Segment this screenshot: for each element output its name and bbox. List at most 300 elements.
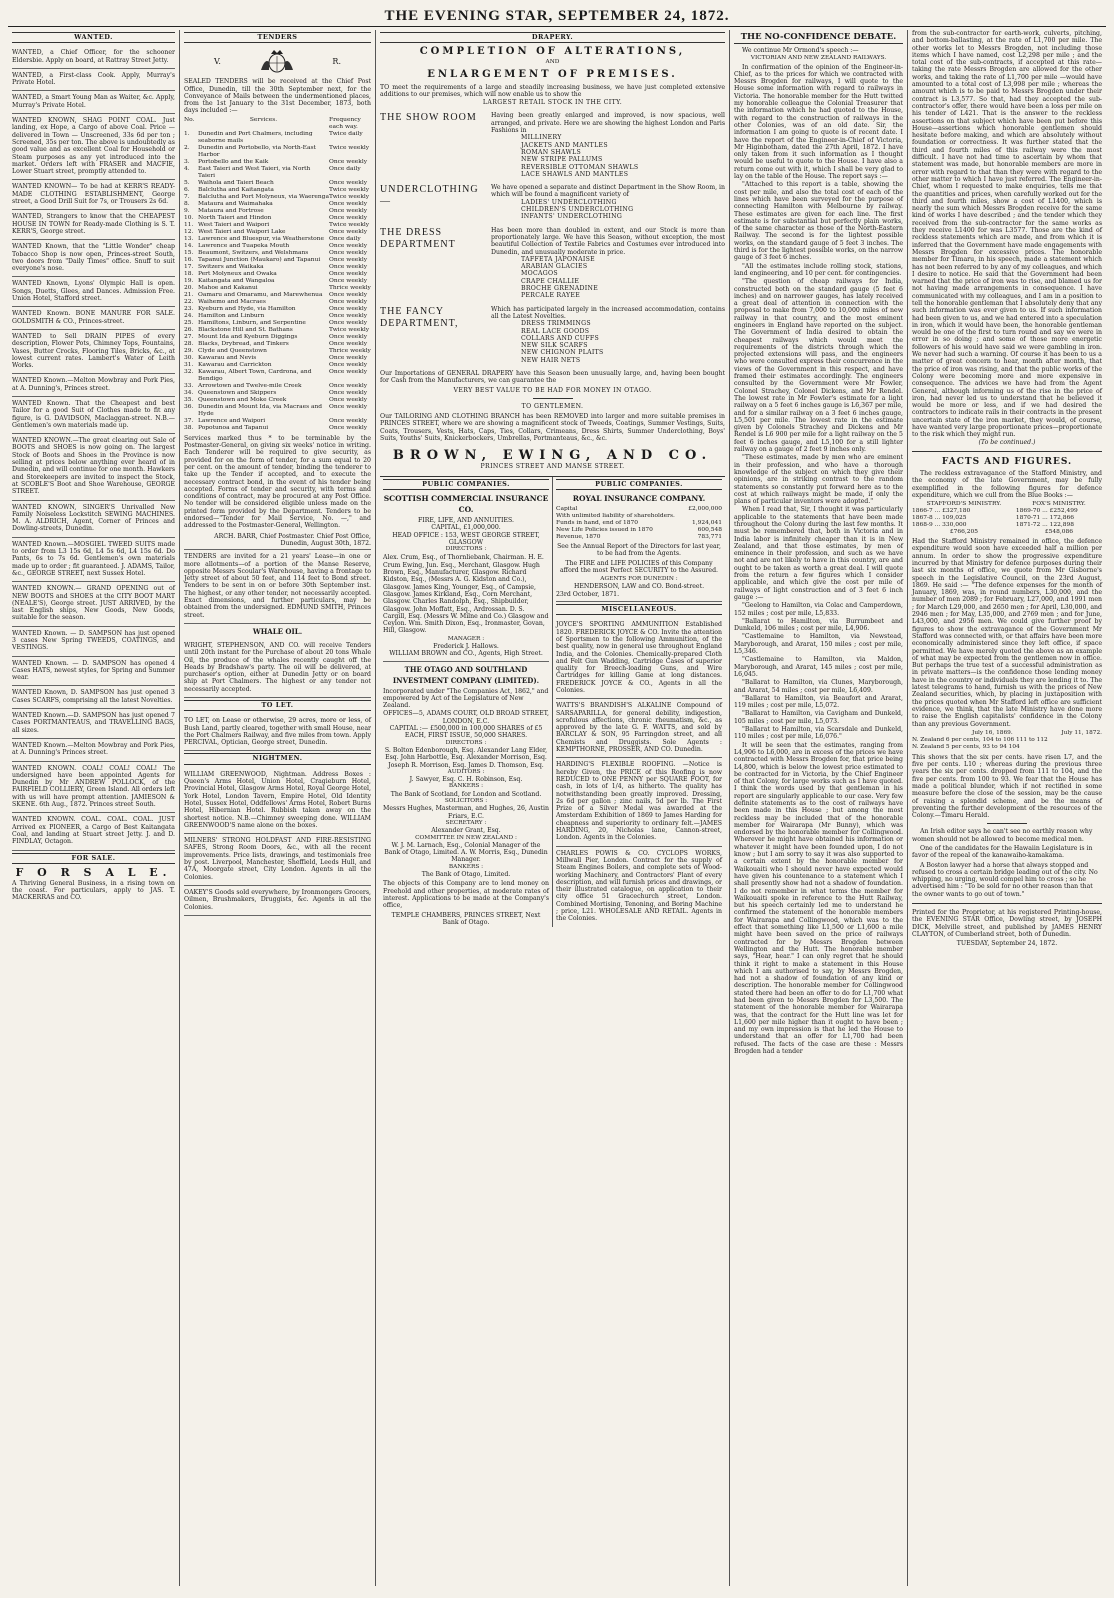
mail-route-row	[184, 229, 371, 236]
department-item: MILLINERY	[521, 134, 562, 142]
mail-route-row	[184, 278, 371, 285]
otago-committee: W. J. M. Larnach, Esq., Colonial Manager of the Bank of Otago, Limited. A. W. Morris, Esq., Dunedin Manager.	[384, 841, 548, 864]
securities-list	[912, 737, 1102, 752]
ad-text: WANTED KNOWN, SHAG POINT COAL. Just landing, ex Hope, a Cargo of above Coal. Price — delivered in Town — Unscreened, 33s 6d per ton ; Screened, 35s per ton. The above is undoubtedly as good value and as excellent Coal for Household or Steam purposes as any yet introduced into the market. Orders left with FRASER and MACFIE, Lower Stuart street, promptly attended to.	[12, 117, 175, 176]
route-frequency: Once daily	[329, 235, 361, 242]
wanted-ads-list	[12, 46, 175, 850]
route-frequency: Twice weekly	[329, 221, 370, 228]
route-frequency: Once weekly	[329, 319, 368, 326]
section-wanted-heading: WANTED.	[12, 32, 175, 43]
department-text: We have opened a separate and distinct Department in the Show Room, in which will be found a magnificent variety of	[491, 184, 725, 199]
route-service: Blacks, Drybread, and Tinkers	[198, 340, 289, 347]
mail-route-row	[184, 201, 371, 208]
stafford-year-value: 1868-9 ... 330,000	[912, 522, 967, 529]
department-item: NEW SILK SCARFS	[521, 342, 588, 350]
route-service: Balclutha and Kaitangata	[198, 186, 274, 193]
drapery-intro: TO meet the requirements of a large and steadily increasing business, we have just completed extensive additions to our premises, which will now enable us to show the	[380, 83, 725, 98]
department-item: COLLARS AND CUFFS	[521, 334, 600, 342]
royal-figure-label: Funds in hand, end of 1870	[556, 519, 639, 526]
royal-figure-value	[685, 513, 722, 520]
royal-figure-row	[556, 520, 722, 527]
route-service: Arrowtown and Twelve-mile Creek	[198, 382, 302, 389]
whale-oil-heading: WHALE OIL.	[252, 626, 303, 636]
otago-committee-head: COMMITTEE IN NEW ZEALAND :	[415, 834, 517, 841]
route-number: 34.	[184, 389, 194, 396]
boston-lawyer-note: A Boston lawyer had a horse that always stopped and refused to cross a certain bridge leading out of the city. No whipping, no urging, would compel him to cross ; so he advertised him : "To be sold for no other reason than that the owner wants to go out of town."	[912, 861, 1098, 898]
otago-secretary: Alexander Grant, Esq.	[431, 827, 501, 835]
ad-text: WANTED KNOWN, SINGER'S Unrivalled New Family Noiseless Lockstitch SEWING MACHINES. M. A. ALDRICH, Agent, Corner of Princes and Dowling-streets, Dunedin.	[12, 503, 175, 533]
royal-figure-value: 1,924,041	[692, 519, 722, 526]
companies-right	[553, 477, 725, 927]
scottish-directors-head: DIRECTORS :	[445, 546, 487, 553]
mail-route-row	[184, 292, 371, 299]
facts-title: FACTS AND FIGURES.	[941, 456, 1073, 467]
mail-route-row	[184, 425, 371, 432]
drapery-departments	[380, 112, 725, 364]
mail-route-row	[184, 180, 371, 187]
column-wanted	[8, 30, 180, 1586]
wanted-ad	[12, 210, 175, 240]
route-number: 20.	[184, 284, 194, 291]
route-number: 4.	[184, 165, 190, 172]
ad-text: WANTED KNOWN. COAL! COAL! COAL! The undersigned have been appointed Agents for Dunedin by Mr ANDREW POLLOCK, of the FAIRFIELD COLLIERY, Green Island. All orders left with us will have prompt attention. JAMIESON & SKENE. 6th Aug., 1872. Princes street South.	[12, 764, 175, 809]
debate-paragraph: "Ballarat to Hamilton, via Beaufort and Ararat, 119 miles ; cost per mile, L5,072.	[734, 694, 903, 710]
route-number: 31.	[184, 361, 194, 368]
wanted-ad	[12, 277, 175, 307]
route-frequency: Once weekly	[329, 368, 368, 375]
route-number: 6.	[184, 186, 190, 193]
scottish-directors: Alex. Crum, Esq., of Thornliebank, Chairman. H. E. Crum Ewing, Jun. Esq., Merchant, Glasgow. Hugh Brown, Esq., Manufacturer, Glasgow. Richard Kidston, Esq., (Messrs A. G. Kidston and Co.), Glasgow. James King, Younger, Esq., of Campsie, Glasgow. James Kirkland, Esq., Corn Merchant, Glasgow. Charles Randolph, Esq., Shipbuilder, Glasgow. John Moffatt, Esq., Ardrossan. D. S. Cargill, Esq. (Messrs W. Milne and Co.) Glasgow and Ceylon. Wm. Smith Dixon, Esq., Ironmaster, Govan, Hill, Glasgow.	[383, 554, 549, 635]
mail-route-row	[184, 418, 371, 425]
stafford-year-value: 1867-8 ... 109,025	[912, 515, 967, 522]
department-item: NEW HAIR NETS	[521, 356, 581, 364]
mail-route-row	[184, 383, 371, 390]
forsale-title: F O R S A L E.	[15, 865, 172, 879]
ad-text: JOYCE'S SPORTING AMMUNITION Established 1820. FREDERICK JOYCE & CO. Invite the attention of Sportsmen to the following Ammunition, of the best quality, now in general use throughout England India, and the Colonies. Chemically-prepared Cloth and Felt Gun Wadding, Cartridge Cases of superior quality for Breech-loading Guns, and Wire Cartridges for killing Game at long distances. FREDERICK JOYCE & CO., Agents in all the Colonies.	[556, 621, 722, 694]
route-number: 10.	[184, 214, 194, 221]
ad-text: TO LET, on Lease or otherwise, 29 acres, more or less, of Bush Land, partly cleared, together with small House, near the Port Chalmers Railway, and five miles from town. Apply PERCIVAL, Optician, George street, Dunedin.	[184, 717, 371, 747]
otago-secretary-head: SECRETARY :	[445, 819, 487, 826]
route-number: 15.	[184, 249, 194, 256]
route-number: 14.	[184, 242, 194, 249]
route-frequency: Once weekly	[329, 389, 368, 396]
section-tolet-heading: TO LET.	[184, 700, 371, 711]
route-frequency: Once weekly	[329, 256, 368, 263]
ad-text: TENDERS are invited for a 21 years' Lease—in one or more allotments—of a portion of the Manse Reserve, opposite Messrs Scoular's Warehouse, having a frontage to Jetty street of about 50 feet, and 114 feet to Bond street. Tenders to be sent in on or before 30th September inst. The highest, or any other tender, not necessarily accepted. Exact dimensions, and further particulars, may be obtained from the undersigned. EDMUND SMITH, Princes street.	[184, 553, 371, 619]
route-frequency: Once weekly	[329, 200, 368, 207]
route-number: 32.	[184, 368, 194, 375]
ad-text: WANTED Known, D. SAMPSON has just opened 3 Cases SCARFS, comprising all the latest Novelties.	[12, 689, 175, 704]
route-number: 28.	[184, 340, 194, 347]
facts-intro: The reckless extravagance of the Stafford Ministry, and the economy of the late Government, may be fully exemplified in the following figures for defence expenditure, which we cull from the Blue Books :—	[912, 469, 1102, 499]
route-service: Switzers and Waikaka	[198, 263, 264, 270]
route-number: 12.	[184, 228, 194, 235]
route-frequency: Twice weekly	[329, 144, 370, 151]
security-price-line: N. Zealand 5 per cents, 93 to 94 104	[912, 744, 1020, 751]
wanted-ad	[12, 434, 175, 500]
wanted-ad	[12, 46, 175, 69]
ad-manse-lease	[184, 549, 371, 624]
route-service: Lawrence and Bluespur, via Weatherstone	[198, 235, 325, 242]
route-number: 26.	[184, 326, 194, 333]
otago-auditors: J. Sawyer, Esq. C. H. Robinson, Esq.	[409, 776, 523, 784]
col-head-frequency: Frequency each way.	[329, 116, 361, 130]
wanted-ad	[12, 709, 175, 739]
debate-paragraph: "These estimates, made by men who are eminent in their profession, and who have a thorough knowledge of the subject on which they give their opinions, are in striking contrast to the random statements so constantly put forward here as to the cost at which railways might be made, if only the plans of particular inventors were adopted."	[734, 454, 903, 506]
mail-route-row	[184, 397, 371, 404]
wanted-ad	[12, 91, 175, 114]
mail-route-row	[184, 166, 371, 180]
mail-route-row	[184, 327, 371, 334]
imprint-date: TUESDAY, September 24, 1872.	[956, 940, 1058, 948]
ad-text: WANTED, a Chief Officer, for the schooner Eldersbie. Apply on board, at Rattray Street Jetty.	[12, 49, 175, 64]
mail-route-row	[184, 208, 371, 215]
otago-directors-head: DIRECTORS :	[445, 739, 487, 746]
scottish-office: HEAD OFFICE : 153, WEST GEORGE STREET, GLASGOW	[392, 531, 540, 546]
stafford-head: STAFFORD'S MINISTRY.	[926, 501, 1002, 508]
defence-expenditure-row	[912, 522, 1102, 529]
route-number: 36.	[184, 403, 194, 410]
masthead: THE EVENING STAR, SEPTEMBER 24, 1872.	[8, 6, 1106, 27]
defence-expenditure-row	[912, 515, 1102, 522]
department-item: LADIES' UNDERCLOTHING	[521, 198, 617, 206]
route-service: Waihola and Taieri Beach	[198, 179, 274, 186]
department-item: REVERSIBLE OTTOMAN SHAWLS	[521, 163, 639, 171]
otago-nzbankers: The Bank of Otago, Limited.	[421, 871, 511, 879]
route-frequency: Once weekly	[329, 382, 368, 389]
route-service: Oamaru and Omaramu, and Marewhenua	[198, 291, 323, 298]
route-service: North Taieri and Hindon	[198, 214, 272, 221]
firm-name: BROWN, EWING, AND CO.	[392, 448, 713, 464]
mail-route-row	[184, 320, 371, 327]
department-item: ROMAN SHAWLS	[521, 148, 582, 156]
section-tenders-heading: TENDERS	[184, 32, 371, 43]
otago-solicitors: Messrs Hughes, Masterman, and Hughes, 26, Austin Friars, E.C.	[383, 805, 549, 820]
ad-text: MILNERS' STRONG HOLDFAST AND FIRE-RESISTING SAFES, Strong Room Doors, &c., with all the recent improvements. Price lists, drawings, and testimonials free by post. Liverpool, Manchester, Sheffield, Leeds Hull, and 47A, Moorgate street, City London. Agents in all the Colonies.	[184, 837, 371, 881]
route-number: 13.	[184, 235, 194, 242]
otago-directors: S. Bolton Edenborough, Esq. Alexander Lang Elder, Esq. John Harbottle, Esq. Alexander Morrison, Esq. Joseph R. Morrison, Esq. James D. Thomson, Esq.	[384, 746, 548, 769]
ad-charles-powis	[556, 847, 722, 927]
ad-milners-safes	[184, 834, 371, 886]
route-service: Mataura and Waimahaka	[198, 200, 273, 207]
wanted-ad	[12, 330, 175, 374]
tender-terms: Services marked thus * to be terminable by the Postmaster-General, on giving six weeks' notice in writing. Each Tenderer will be required to give security, as provided for on the form of tender, for a sum equal to 20 per cent. on the amount of tender, binding the tenderer to take up the Tender if accepted, and to execute the necessary contract bond, in the event of his tender being accepted. Forms of tender and security, with terms and conditions of contract, may be procured at any Post Office. No tender will be considered eligible unless made on the printed form provided by the Department. Tenders to be endorsed—"Tender for Mail Service, No. —," and addressed to the Postmaster-General, Wellington.	[184, 434, 371, 530]
ad-text: WATTS'S BRANDISH'S ALKALINE Compound of SARSAPARILLA, for general debility, indigestion, scrofulous affections, chronic rheumatism, &c., as approved by the late G. F. WATTS, and sold by BARCLAY & SON, 95 Farringdon street, and all Chemists and Druggists. Sole Agents : KEMPTHORNE, PROSSER, AND CO. Dunedin.	[556, 702, 722, 754]
royal-report: See the Annual Report of the Directors for last year, to be had from the Agents.	[557, 542, 721, 558]
route-service: Dunedin and Portobello, via North-East Harbor	[198, 144, 316, 158]
defence-expenditure-row	[912, 508, 1102, 515]
debate-paragraph: "Ballarat to Hamilton, via Cavigham and Dunkeld, 105 miles ; cost per mile, L5,073.	[734, 710, 903, 725]
department-item: NEW CHIGNON PLAITS	[521, 349, 604, 357]
route-frequency: Once weekly	[329, 291, 368, 298]
section-public-companies-right: PUBLIC COMPANIES.	[556, 479, 722, 490]
mail-route-row	[184, 222, 371, 229]
mail-route-row	[184, 285, 371, 292]
route-frequency: Once weekly	[329, 228, 368, 235]
route-frequency: Twice daily	[329, 130, 363, 137]
route-service: Popotunoa and Tapanui	[198, 424, 269, 431]
route-number: 33.	[184, 382, 194, 389]
route-frequency: Once weekly	[329, 424, 368, 431]
route-service: Tapanui Junction (Maukaro) and Tapanui	[198, 256, 321, 263]
mail-route-row	[184, 194, 371, 201]
otago-nzbankers-head: BANKERS :	[448, 863, 484, 870]
route-number: 30.	[184, 354, 194, 361]
security-price-line: N. Zealand 6 per cents, 104 to 106 111 to 112	[912, 737, 1048, 744]
section-miscellaneous-heading: MISCELLANEOUS.	[556, 604, 722, 615]
route-number: 2.	[184, 144, 190, 151]
mail-routes-table	[184, 117, 371, 432]
department-title: THE SHOW ROOM	[380, 112, 477, 124]
royal-figure-row	[556, 534, 722, 541]
securities-date-1872: July 11, 1872.	[1061, 729, 1102, 736]
route-service: Hamilton and Linburn	[198, 312, 265, 319]
facts-text: Had the Stafford Ministry remained in office, the defence expenditure would soon have exceeded half a million per annum. In order to show the progressive expenditure incurred by that Ministry for defence purposes during their last six months of office, we quote from Mr Gisborne's speech in the Legislative Council, on the 23rd August, 1869. He said :— "The defence expenses for the month of January, 1869, was, in round numbers, L30,000, and the number of men 2089 ; for February, L27,000, and 1991 men ; for March L29,000, and 2650 men ; for April, L30,000, and 2946 men ; for May, L35,000, and 2769 men ; and for June, L43,000, and 2956 men. We could give further proof by figures to show the extravagance of the Government Mr Stafford was connected with, or that affairs have been more economically administered since they left office, if space permitted. We have merely quoted the above as an example of what may be expected from the gentlemen now in office. But perhaps the true test of a successful administration as in private matters—is the confidence those lending money have in the country or individuals they are lending it to. The latest telegrams to hand, furnish us with the prices of New Zealand securities, which, by placing in juxtaposition with the prices quoted when Mr Stafford left office are sufficient evidence, we think, that the late Ministry have done more to raise the English capitalists' confidence in the Colony than any previous Government.	[912, 538, 1102, 728]
route-service: Queenstown and Moke Creek	[198, 396, 287, 403]
mail-route-row	[184, 215, 371, 222]
route-frequency: Once weekly	[329, 361, 368, 368]
route-number: 23.	[184, 305, 194, 312]
route-service: Beaumont, Switzers, and Welshmans	[198, 249, 309, 256]
forsale-text: A Thriving General Business, in a rising town on the coast. For particulars, apply to JAS. T. MACKERRAS and CO.	[12, 879, 175, 902]
debate-paragraph: "Ballarat to Hamilton, via Burrumbeet and Dunkeld, 106 miles ; cost per mile, L4,906.	[734, 617, 903, 633]
mail-route-row	[184, 145, 371, 159]
mail-route-row	[184, 264, 371, 271]
route-number: 7.	[184, 193, 190, 200]
companies-left	[380, 477, 553, 927]
route-service: Dunedin and Mount Ida, via Macraes and Hyde	[198, 403, 323, 417]
mail-routes-header	[184, 117, 371, 131]
royal-title: ROYAL INSURANCE COMPANY.	[572, 493, 706, 503]
route-frequency: Once weekly	[329, 403, 368, 410]
divider	[912, 903, 1102, 904]
department-item: REAL LACE GOODS	[521, 327, 590, 335]
mail-route-row	[184, 306, 371, 313]
ad-to-let	[184, 714, 371, 751]
scottish-agents: WILLIAM BROWN and CO., Agents, High Street.	[383, 650, 549, 661]
gentlemen-text: Our TAILORING AND CLOTHING BRANCH has been REMOVED into larger and more suitable premises in PRINCES STREET, where we are showing a magnificent stock of Tweeds, Coatings, Summer Vestings, Suits, Coats, Trousers, Vests, Hats, Caps, Ties, Collars, Crimeans, Dress Shirts, Summer Underclothing, Boys' Suits, Youths' Suits, Knickerbockers, Umbrellas, Portmanteaus, &c., &c.	[380, 413, 725, 443]
royal-figure-value: 783,771	[697, 533, 722, 540]
route-service: Kyeburn and Hyde, via Hamilton	[198, 305, 296, 312]
department-item: MOCAGOS	[521, 270, 558, 278]
department-item: ARABIAN GLACIES	[521, 263, 588, 271]
mail-route-row	[184, 159, 371, 166]
route-service: Blackstone Hill and St. Bathans	[198, 326, 293, 333]
column-tenders	[180, 30, 376, 1586]
debate-paragraph: "The question of cheap railways for India, constructed both on the standard gauge (5 feet 6 inches) and on narrower gauges, has lately received a great deal of attention in connection with the proposal to make from 7,000 to 10,000 miles of new railway in that country, and the most eminent engineers in England have reported on the subject. The Government of India desired to obtain the cheapest railways which would meet the requirements of the districts through which the projected extensions will pass, and the engineers who were consulted express their concurrence in the views of the Government in this respect, and have framed their estimates accordingly. The engineers consulted by the Government were Mr Fowler, Colonel Strachey, Colonel Dickens, and Mr Rendel. The lowest rate in Mr Fowler's estimate for a light railway on a 5 feet 6 inches gauge is L6,367 per mile, and for a similar railway on a 3 feet 6 inches gauge, L5,501 per mile. The lowest rate in the estimate given by Colonels Strachey and Dickens and Mr Rendel is L6 900 per mile for a light railway on the 5 feet 6 inches gauge, and L5,100 for a still lighter railway on a gauge of 2 feet 9 inches only.	[734, 278, 903, 454]
department-text: Has been more than doubled in extent, and our Stock is more than proportionately large. We have this Season, without exception, the most beautiful Collection of Textile Fabrics and Costumes ever introduced into Dunedin, and unusually moderate in price.	[491, 226, 725, 256]
route-frequency: Once weekly	[329, 179, 368, 186]
stafford-year-value: 1866-7 ... £327,180	[912, 508, 971, 515]
gentlemen-heading: TO GENTLEMEN.	[521, 402, 584, 410]
securities-text: This shows that the six per cents. have risen L7, and the five per cents. L10 ; whereas during the previous three years the six per cents. dropped from 111 to 104, and the five per cents. from 100 to 93. We fear that the House has made a political blunder, which if not rectified in some measure before the close of the session, may be the cause of raising a splendid scheme, and be the means of preventing the further development of the resources of the Colony.—Timaru Herald.	[912, 753, 1102, 820]
department-item: TAFFETA JAPONAISE	[521, 255, 595, 263]
royal-agents: HENDERSON, LAW and CO. Bond-street.	[573, 583, 705, 591]
ad-nightman	[184, 768, 371, 834]
mail-route-row	[184, 369, 371, 383]
debate-paragraph: It will be seen that the estimates, ranging from L4,906 to L6,000, are in excess of the prices we have contracted with Messrs Brogden for, that price being L4,800, which is below the lowest price estimated to be contracted for in Victoria, by the Chief Engineer of that Colony, for large works such as I have quoted. I think the words used by that gentleman in his report are singularly applicable to our case. Very few definite statements as to the cost of railways have been made in this House ; but among the most reckless may be included that of the honorable member for Wairarapa (Mr Bunny), which was endorsed by the honorable member for Collingwood. Wherever he might have obtained his information or whatever it might have been founded upon, I do not know ; but I am sorry to say it was also supported to a certain extent by the honorable member for Waikouaiti who I should never have expected would have given his countenance to a statement which I shall presently show had not a shadow of foundation. I do not remember in what terms the member for Waikouaiti spoke in reference to the Hutt Railway, but his speech certainly led me to understand he confirmed the statement of the honorable members for Wairarapa and Collingwood, which was to the effect that something like L1,500 or L1,600 a mile might have been saved on the price of railways contracted for by Messrs Brogden between Wellington and the Hutt. The honorable member says, "Hear, hear." I can only regret that he should think it right to make a statement in this House which I am authorised to say, by Messrs Brogden, had not a shadow of foundation of any kind or description. The honorable member for Collingwood stated there had been an offer to do for L1,700 what had been given to Messrs Brogden for L3,500. The statement of the honorable member for Wairarapa was, that the contract for the Hutt line was let for L1,600 per mile higher than it ought to have been ; and my own impression is that he led the House to understand that an offer for L1,700 had been refused. The facts of the case are these : Messrs Brogden had a tender	[734, 741, 903, 1056]
otago-offices: OFFICES—5, ADAMS COURT, OLD BROAD STREET, LONDON, E.C.	[383, 710, 549, 725]
department-item: INFANTS' UNDERCLOTHING	[521, 213, 623, 221]
otago-bankers-head: BANKERS :	[448, 783, 484, 790]
route-service: Kawarau, Albert Town, Cardrona, and Bendigo	[198, 368, 312, 382]
drapery-heading-and: AND	[545, 59, 560, 66]
route-frequency: Once weekly	[329, 305, 368, 312]
royal-figures-body	[556, 506, 722, 541]
route-service: East Taieri and West Taieri, via North Taieri	[198, 165, 311, 179]
route-frequency: Once weekly	[329, 340, 368, 347]
ad-text: WANTED Known.—D. SAMPSON has just opened 7 Cases PORTMANTEAUS, and TRAVELLING BAGS, all sizes.	[12, 712, 175, 734]
securities-head	[912, 730, 1102, 737]
route-service: West Taieri and Waipori Lake	[198, 228, 286, 235]
route-frequency: Once weekly	[329, 312, 368, 319]
ad-text: WANTED Known. That the Cheapest and best Tailor for a good Suit of Clothes made to fit any figure, is G. DAVIDSON, Maclaggan-street. N.B.—Gentlemen's own materials made up.	[12, 399, 175, 429]
wanted-ad	[12, 397, 175, 434]
route-number: 25.	[184, 319, 194, 326]
debate-subhead: VICTORIAN AND NEW ZEALAND RAILWAYS.	[750, 55, 887, 62]
route-frequency: Twice weekly	[329, 186, 370, 193]
department-item: NEW STRIPE PALLUMS	[521, 156, 603, 164]
royal-figure-row	[556, 527, 722, 534]
ad-text: WANTED Known. BONE MANURE FOR SALE. GOLDSMITH & CO., Princes-street.	[12, 310, 175, 325]
department-item: PERCALE RAYEE	[521, 292, 581, 300]
debate-body	[734, 64, 903, 1056]
newspaper-page	[8, 6, 1106, 1586]
debate-intro: We continue Mr Ormond's speech :—	[742, 47, 859, 54]
route-number: 16.	[184, 256, 194, 263]
route-number: 5.	[184, 179, 190, 186]
department-text: Having been greatly enlarged and improved, is now spacious, well arranged, and private. Here we are showing the highest London and Paris Fashions in	[491, 112, 725, 135]
securities-date-1869: July 16, 1869.	[972, 729, 1013, 736]
ad-watts-sarsaparilla	[556, 699, 722, 758]
ad-text: WANTED KNOWN.— GRAND OPENING out of NEW BOOTS and SHOES at the CITY BOOT MART (NEALE'S), George street. JUST ARRIVED, by the last English ships, New Goods, New Goods, suitable for the season.	[12, 585, 175, 622]
royal-crest-icon	[257, 48, 297, 74]
royal-policies: The FIRE and LIFE POLICIES of this Company afford the most Perfect SECURITY to the Assured.	[559, 559, 718, 574]
debate-paragraph: "Attached to this report is a table, showing the cost per mile, and also the total cost of each of the lines which have been surveyed for the purpose of connecting Hamilton with Melbourne by railway. These estimates are given for each line. The first estimate is for substantial but perfectly plain works, of the same character as those of the North-Eastern Railway. The second is for the lightest possible works, on the standard gauge of 5 feet 3 inches. The third is for the lightest possible works, on the narrow gauge of 3 feet 6 inches.	[734, 181, 903, 262]
route-frequency: Once weekly	[329, 354, 368, 361]
mail-route-row	[184, 404, 371, 418]
hawaii-note: One of the candidates for the Hawaiin Legislature is in favor of the repeal of the kanawaiho-kamakama.	[912, 844, 1093, 860]
column-debate	[730, 30, 908, 1586]
fox-year-value: 1870-71 ... 172,866	[1015, 515, 1075, 522]
drapery-department	[380, 227, 725, 300]
section-public-companies-left: PUBLIC COMPANIES.	[383, 479, 549, 490]
mail-route-row	[184, 187, 371, 194]
department-item: CHILDREN'S UNDERCLOTHING	[521, 206, 634, 214]
ad-text: WANTED Known. — D. SAMPSON has opened 4 Cases HATS, newest styles, for Spring and Summer wear.	[12, 659, 175, 682]
route-number: 1.	[184, 130, 190, 137]
mail-route-row	[184, 313, 371, 320]
route-number: 19.	[184, 277, 194, 284]
wanted-ad	[12, 114, 175, 180]
wanted-ad	[12, 538, 175, 582]
department-item: JACKETS AND MANTLES	[521, 141, 608, 149]
ad-text: CHARLES POWIS & CO. CYCLOPS WORKS, Millwall Pier, London. Contract for the supply of Steam Engines Boilers, and complete sets of Wood-working Machinery, and Contractors' Plant of every description, and will furnish prices and drawings, or their illustrated catalogue, on application to their city office 51 Gracechurch street, London. Combined Mortising, Tenoning, and Boring Machine ; price, L21. WHOLESALE AND RETAIL. Agents in the Colonies.	[556, 849, 722, 923]
route-service: Balclutha and Port Molyneux, via Waerenga	[198, 193, 329, 200]
mail-route-row	[184, 362, 371, 369]
route-number: 18.	[184, 270, 194, 277]
irish-editor-note: An Irish editor says he can't see no earthly reason why women should not be allowed to become medical men.	[912, 828, 1093, 843]
department-title: THE FANCY DEPARTMENT,	[380, 305, 459, 329]
debate-continuation: from the sub-contractor for earth-work, culverts, pitching, and bottom-ballasting, at the rate of L1,700 per mile. The other works let to Messrs Brogden, not including those items which I have named, cost L2,298 per mile ; and the total cost of the sub-contracts, if accepted at this rate—taking the rate Messrs Brogden are allowed for the other works, and taking the rate of L1,700 per mile —would have amounted to a total cost of L3,998 per mile ; whereas the amount which is to be paid to Messrs Brogden under their contract is L3,577. So that, had they accepted the sub-contractor's offer, there would have been a loss per mile on his tender of L421. That is the answer to the reckless assertions on that subject which have been put before this House—assertions which honorable gentlemen should hesitate before making, and which are absolutely without foundation or correctness. It was further stated that the third and fourth miles of this railway were the most difficult. I have not had time to ascertain by whom that statement was made, but honorable members are more in error with regard to that than they were with regard to the other matter to which I have just referred. The Engineer-in-Chief, whom I requested to make enquiries, tells me that the quantities and prices, when carefully worked out for the third and fourth miles, show a cost of L1400, which is nearly the sum which Messrs Brogden receive for the same kind of works I have described ; and the tender which they received from the sub-contractor for the same works as they receive L1400 for was L3577. Those are the kind of reckless statements which are made, and from which it is inferred that the Government have made engagements with Messrs Brogden for excessive prices. The honorable member for Timaru, in his speech, made a statement which has not been referred to by any of my colleagues, and which I desire to notice. He said that the Government had been warned that the price of iron was to rise, and blamed us for not having made arrangements in consequence. I have communicated with my colleagues, and I am in a position to tell the honorable gentleman that I absolutely deny that any such information was ever given to us. If such information had been given to us, and we had entered into a speculation in iron, which it would have been, the honorable gentleman would be one of the first to turn round and say we were in error in so doing ; and some of those more energetic followers of his would have said we were gambling in iron. We never had such a warning. Of course it has been to us a matter of great concern to hear, month after month, that the price of iron was rising, and that the public works of the Colony were becoming more and more expensive in consequence. The advices we have had from the Agent General, although informing us of the rise in the price of iron, had never led us to understand that he believed it would be more or less, and if we had desired the contractors to indicate rails in their contracts in the present uncertain state of the iron market, they would, of course, have wanted very large proportionate prices—proportionate to the risk which they might run.	[912, 30, 1102, 439]
ad-text: WANTED, Strangers to know that the CHEAPEST HOUSE IN TOWN for Ready-made Clothing is S. T. KERR'S, George street.	[12, 213, 175, 235]
fox-year-value: 1869-70 ... £252,499	[1015, 508, 1078, 515]
route-frequency: Thrice weekly	[329, 347, 371, 354]
fox-total: £548,086	[1044, 529, 1073, 536]
department-item: CRAPE CHALLIE	[521, 277, 580, 285]
defence-expenditure-table	[912, 501, 1102, 536]
route-number: 35.	[184, 396, 194, 403]
department-text: Which has participated largely in the increased accommodation, contains all the Latest Novelties.	[491, 305, 725, 320]
ad-text: WANTED KNOWN— To be had at KERR'S READY-MADE CLOTHING ESTABLISHMENT, George street, a Good Drill Suit for 7s, or Trousers 2s 6d.	[12, 183, 175, 206]
route-frequency: Once weekly	[329, 242, 368, 249]
route-number: 24.	[184, 312, 194, 319]
royal-figure-label: New Life Policies issued in 1870	[556, 526, 653, 533]
wanted-ad	[12, 762, 175, 814]
drapery-heading-enlargement: ENLARGEMENT OF PREMISES.	[427, 68, 678, 80]
royal-figure-value: 600,548	[697, 526, 722, 533]
wanted-ad	[12, 657, 175, 687]
otago-auditors-head: AUDITORS :	[447, 768, 485, 775]
debate-paragraph: In confirmation of the opinion of the Engineer-in-Chief, as to the prices for which we contracted with Messrs Brogden for railways, I will quote to the House some information with regard to railways in Victoria. The honorable member for the Hutt twitted my honorable colleague the Colonial Treasurer that the information which he had quoted to the House, with regard to the construction of railways in the other Colonies, was of an old date. Sir, the information I am going to quote is of recent date. I have the report of the Engineer-in-Chief of Victoria, Mr Higinbotham, dated the 27th April, 1872. I have only taken from it such information as I thought would be useful to quote to the House. I have also a return come out with it, which I shall be very glad to lay on the table of the House. The report says :—	[734, 63, 903, 181]
mail-route-row	[184, 257, 371, 264]
mail-route-row	[184, 271, 371, 278]
section-forsale-heading: FOR SALE.	[12, 853, 175, 864]
route-number: 8.	[184, 200, 190, 207]
debate-paragraph: "Castlemaine to Hamilton, via Maldon, Maryborough, and Ararat, 145 miles ; cost per mile, L6,045.	[734, 656, 903, 678]
section-drapery-heading: DRAPERY.	[380, 32, 725, 43]
debate-paragraph: "All the estimates include rolling stock, stations, land engineering, and 10 per cent. for contingencies.	[734, 262, 903, 277]
route-number: 17.	[184, 263, 194, 270]
ad-text: WANTED to Sell DRAIN PIPES of every description, Flower Pots, Chimney Tops, Fountains, Vases, Butter Crocks, Flooring Tiles, Bricks, &c., at lowest current rates. Lambert's Water of Leith Works.	[12, 332, 175, 370]
department-title: UNDERCLOTHING—	[380, 184, 479, 208]
wanted-ad	[12, 307, 175, 330]
wanted-ad	[12, 582, 175, 626]
drapery-department	[380, 306, 725, 364]
fox-year-value: 1871-72 ... 122,898	[1015, 522, 1075, 529]
route-frequency: Once weekly	[329, 333, 368, 340]
ad-text: WILLIAM GREENWOOD, Nightman. Address Boxes : Queen's Arms Hotel, Union Hotel, Cragieburn Hotel, Provincial Hotel, Glasgow Arms Hotel, Royal George Hotel, York Hotel, London Tavern, Empire Hotel, Old Identity Hotel, Sussex Hotel, Oddfellows' Arms Hotel, Robert Burns Hotel, Hibernian Hotel. Rubbish taken away on the shortest notice. N.B.—Chimney sweeping done. WILLIAM GREENWOOD'S name alone on the boxes.	[184, 770, 371, 829]
route-frequency: Thrice weekly	[329, 284, 371, 291]
crest-right-letter: R.	[332, 56, 341, 66]
department-item: DRESS TRIMMINGS	[521, 320, 591, 328]
drapery-department	[380, 112, 725, 178]
otago-solicitors-head: SOLICITORS :	[444, 798, 488, 805]
route-service: Waihemo and Macraes	[198, 298, 266, 305]
ad-text: WANTED, a Smart Young Man as Waiter, &c. Apply, Murray's Private Hotel.	[12, 94, 175, 109]
route-service: Queenstown and Skippers	[198, 389, 277, 396]
ad-text: WANTED Known, that the "Little Wonder" cheap Tobacco Shop is now open, Princes-street South, two doors from "Daily Times" office. Snuff to suit everyone's nose.	[12, 243, 175, 273]
column-facts	[908, 30, 1106, 1586]
route-service: Kawarau and Nevis	[198, 354, 257, 361]
wanted-ad	[12, 240, 175, 277]
route-service: Hamiltons, Linburn, and Serpentine	[198, 319, 306, 326]
department-body	[491, 112, 725, 178]
drapery-best-value: VERY BEST VALUE TO BE HAD FOR MONEY IN OTAGO.	[453, 386, 652, 394]
ad-text: WANTED Known. — D. SAMPSON has just opened 3 cases New Spring TWEEDS, COATINGS, and VESTINGS.	[12, 629, 175, 652]
ad-text: WANTED Known, Lyons' Olympic Hall is open. Songs, Duetts, Glees, and Dances. Admission Free. Union Hotel, Stafford street.	[12, 280, 175, 303]
mail-route-row	[184, 131, 371, 145]
to-be-continued: (To be continued.)	[978, 438, 1036, 446]
route-frequency: Once weekly	[329, 396, 368, 403]
drapery-importations: Our Importations of GENERAL DRAPERY have this Season been unusually large, and, having been bought for Cash from the Manufacturers, we can guarantee the	[380, 369, 725, 385]
scottish-manager: Frederick J. Hallows.	[433, 643, 499, 650]
divider	[912, 451, 1102, 452]
route-frequency: Once weekly	[329, 417, 368, 424]
ad-harding-roofing	[556, 758, 722, 846]
mail-route-row	[184, 243, 371, 250]
route-frequency: Once weekly	[329, 270, 368, 277]
